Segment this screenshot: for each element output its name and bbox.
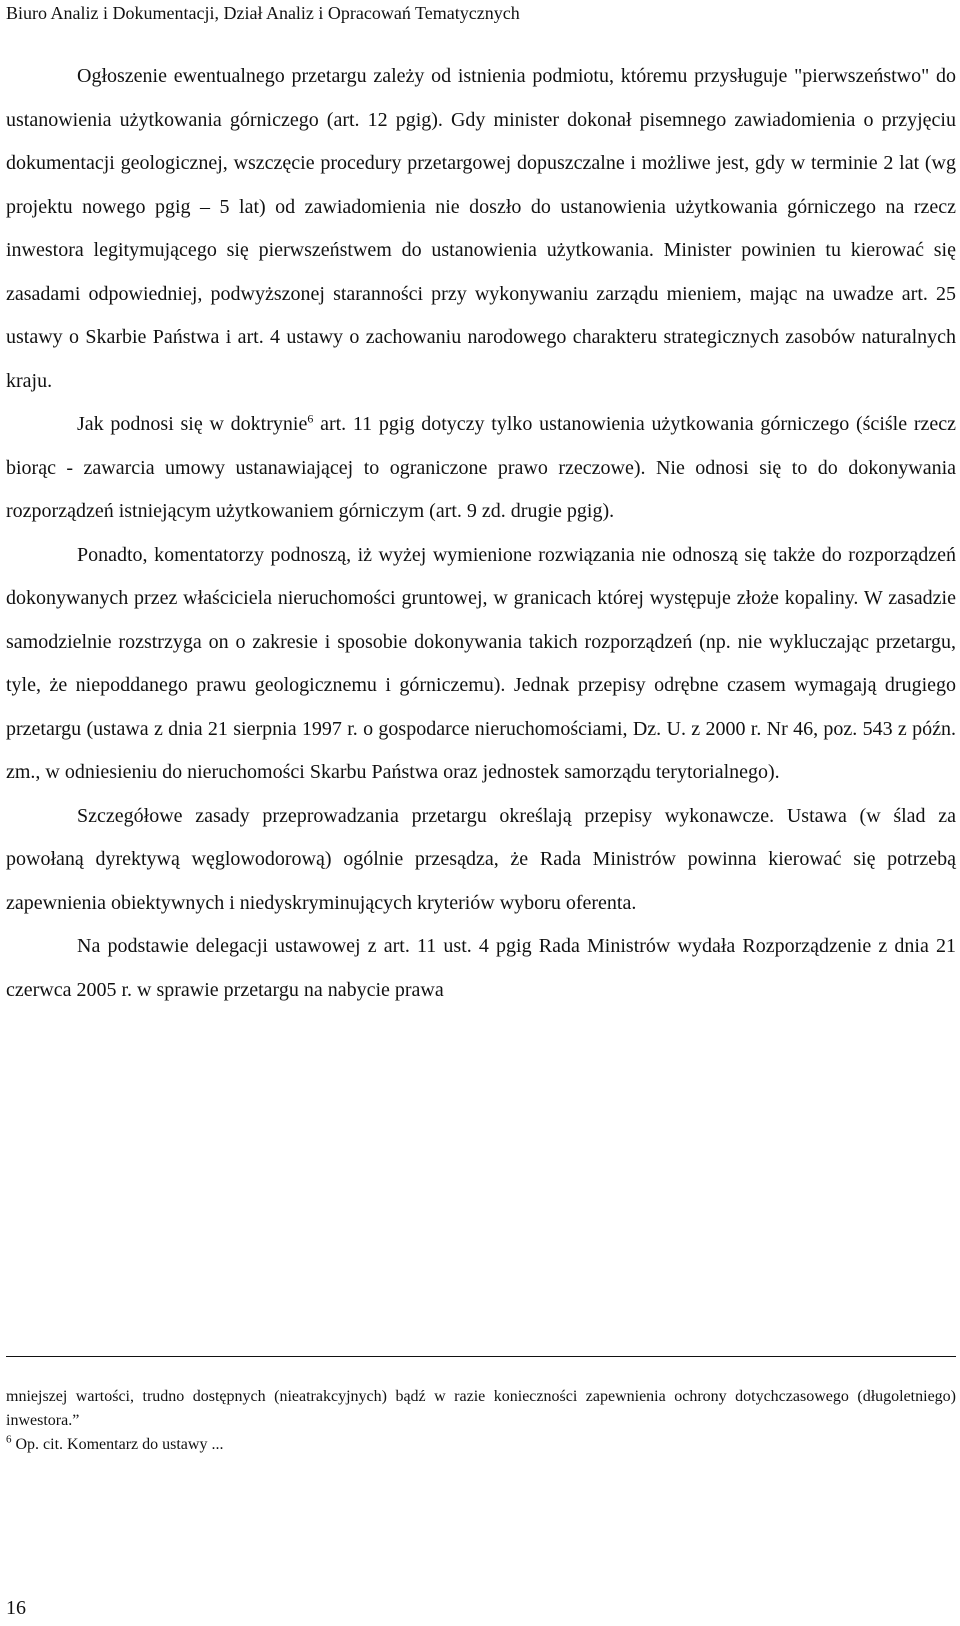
paragraph-4: Szczegółowe zasady przeprowadzania przetargu określają przepisy wykonawcze. Ustawa (w ślad za powołaną dyrektywą węglowodorową) ogólnie przesądza, że Rada Ministrów powinna kierować się potrzebą zapewnienia obiektywnych i niedyskryminujących kryteriów wyboru oferenta.: [6, 804, 956, 914]
body-text: [6, 55, 956, 1012]
footnote-6-text: Op. cit. Komentarz do ustawy ...: [11, 1436, 224, 1453]
paragraph-5: Na podstawie delegacji ustawowej z art. 11 ust. 4 pgig Rada Ministrów wydała Rozporządzenie z dnia 21 czerwca 2005 r. w sprawie przetargu na nabycie prawa: [6, 935, 956, 1001]
footnote-reference-6: 6: [307, 411, 314, 426]
footnotes: [6, 1385, 956, 1457]
paragraph-2-text-start: Jak podnosi się w doktrynie: [77, 413, 308, 435]
paragraph-2: [6, 403, 956, 534]
running-header: Biuro Analiz i Dokumentacji, Dział Analiz i Opracowań Tematycznych: [6, 3, 520, 23]
footnote-continued: mniejszej wartości, trudno dostępnych (nieatrakcyjnych) bądź w razie konieczności zapewnienia ochrony dotychczasowego (długoletniego) inwestora.”: [6, 1388, 956, 1429]
paragraph-2-text-end: art. 11 pgig dotyczy tylko ustanowienia użytkowania górniczego (ściśle rzecz biorąc - zawarcia umowy ustanawiającej to ograniczone prawo rzeczowe). Nie odnosi się to do dokonywania rozporządzeń istniejącym użytkowaniem górniczym (art. 9 zd. drugie pgig).: [6, 413, 957, 522]
page-number: 16: [6, 1597, 26, 1619]
paragraph-1: Ogłoszenie ewentualnego przetargu zależy od istnienia podmiotu, któremu przysługuje "pierwszeństwo" do ustanowienia użytkowania górniczego (art. 12 pgig). Gdy minister dokonał pisemnego zawiadomienia o przyjęciu dokumentacji geologicznej, wszczęcie procedury przetargowej dopuszczalne i możliwe jest, gdy w terminie 2 lat (wg projektu nowego pgig – 5 lat) od zawiadomienia nie doszło do ustanowienia użytkowania górniczego na rzecz inwestora legitymującego się pierwszeństwem do ustanowienia użytkowania. Minister powinien tu kierować się zasadami odpowiedniej, podwyższonej staranności przy wykonywaniu zarządu mieniem, mając na uwadze art. 25 ustawy o Skarbie Państwa i art. 4 ustawy o zachowaniu narodowego charakteru strategicznych zasobów naturalnych kraju.: [6, 65, 956, 392]
footnote-6: [6, 1433, 956, 1457]
paragraph-3: Ponadto, komentatorzy podnoszą, iż wyżej wymienione rozwiązania nie odnoszą się także do rozporządzeń dokonywanych przez właściciela nieruchomości gruntowej, w granicach której występuje złoże kopaliny. W zasadzie samodzielnie rozstrzyga on o zakresie i sposobie dokonywania takich rozporządzeń (np. nie wykluczając przetargu, tyle, że niepoddanego prawu geologicznemu i górniczemu). Jednak przepisy odrębne czasem wymagają drugiego przetargu (ustawa z dnia 21 sierpnia 1997 r. o gospodarce nieruchomościami, Dz. U. z 2000 r. Nr 46, poz. 543 z późn. zm., w odniesieniu do nieruchomości Skarbu Państwa oraz jednostek samorządu terytorialnego).: [6, 543, 956, 783]
footnote-6-mark: 6: [6, 1433, 12, 1446]
footnote-separator: [6, 1356, 956, 1357]
